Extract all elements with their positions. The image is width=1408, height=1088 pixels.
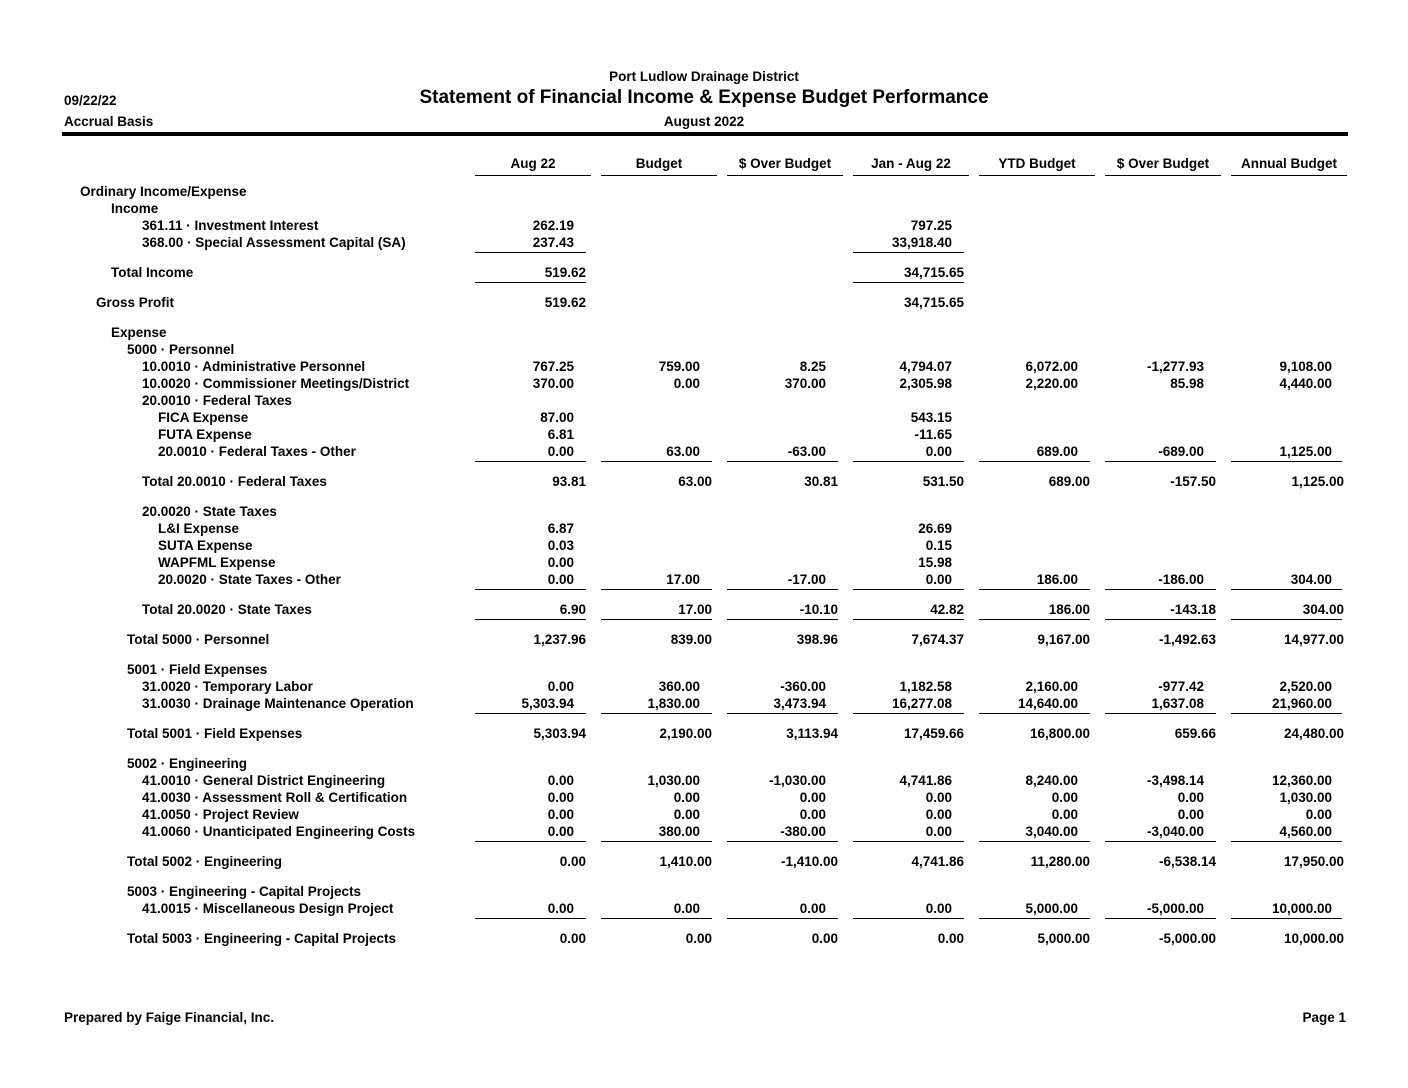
report-row [0, 632, 1408, 649]
row-value: 93.81 [552, 474, 586, 489]
row-value: 0.00 [925, 572, 952, 587]
row-value: 0.00 [925, 444, 952, 459]
row-value: 1,410.00 [659, 854, 712, 869]
row-value: -17.00 [787, 572, 826, 587]
column-header-ytd-budget: YTD Budget [979, 156, 1095, 176]
page-number: Page 1 [1302, 1010, 1346, 1025]
row-value: 0.00 [799, 807, 826, 822]
row-value: 0.00 [925, 790, 952, 805]
row-value: 797.25 [910, 218, 952, 233]
row-value: 17.00 [666, 572, 700, 587]
row-value: 1,125.00 [1279, 444, 1332, 459]
column-header-jan-aug-22: Jan - Aug 22 [853, 156, 969, 176]
row-value: 304.00 [1290, 572, 1332, 587]
row-value: 0.00 [811, 931, 838, 946]
row-value: 1,182.58 [899, 679, 952, 694]
report-row [0, 679, 1408, 696]
row-label: 31.0030 · Drainage Maintenance Operation [142, 696, 414, 711]
row-value: 8,240.00 [1025, 773, 1078, 788]
row-value: 2,220.00 [1025, 376, 1078, 391]
row-value: 767.25 [532, 359, 574, 374]
row-label: 31.0020 · Temporary Labor [142, 679, 313, 694]
accounting-basis: Accrual Basis [64, 114, 154, 129]
row-label: 5003 · Engineering - Capital Projects [127, 884, 362, 899]
subtotal-rule [853, 282, 964, 283]
row-value: 519.62 [544, 265, 586, 280]
subtotal-rule [475, 619, 586, 620]
row-value: 0.00 [547, 807, 574, 822]
report-row [0, 931, 1408, 948]
row-value: 0.00 [1051, 807, 1078, 822]
row-value: 1,030.00 [647, 773, 700, 788]
report-row [0, 807, 1408, 824]
report-date: 09/22/22 [64, 93, 117, 108]
row-label: FUTA Expense [158, 427, 252, 442]
row-value: -5,000.00 [1146, 901, 1204, 916]
row-value: 3,040.00 [1025, 824, 1078, 839]
row-value: 543.15 [910, 410, 952, 425]
row-value: 2,305.98 [899, 376, 952, 391]
subtotal-rule [853, 713, 964, 714]
report-row [0, 504, 1408, 521]
row-value: 15.98 [918, 555, 952, 570]
row-label: 41.0010 · General District Engineering [142, 773, 386, 788]
subtotal-rule [979, 589, 1090, 590]
subtotal-rule [475, 918, 586, 919]
subtotal-rule [979, 841, 1090, 842]
row-label: 20.0020 · State Taxes - Other [158, 572, 341, 587]
report-row [0, 295, 1408, 312]
subtotal-rule [601, 589, 712, 590]
row-value: -1,030.00 [768, 773, 826, 788]
row-label: 5000 · Personnel [127, 342, 235, 357]
row-value: -186.00 [1158, 572, 1204, 587]
report-row [0, 726, 1408, 743]
row-value: -11.65 [914, 427, 952, 442]
report-row [0, 265, 1408, 282]
row-value: 34,715.65 [903, 295, 964, 310]
row-value: -1,410.00 [780, 854, 838, 869]
row-value: 5,303.94 [521, 696, 574, 711]
row-label: 10.0020 · Commissioner Meetings/District [142, 376, 410, 391]
row-label: 20.0010 · Federal Taxes [142, 393, 292, 408]
row-value: 21,960.00 [1271, 696, 1332, 711]
row-label: Total Income [111, 265, 194, 280]
row-value: 0.00 [673, 376, 700, 391]
row-label: FICA Expense [158, 410, 249, 425]
row-value: 0.00 [673, 901, 700, 916]
row-label: Income [111, 201, 159, 216]
subtotal-rule [853, 841, 964, 842]
row-label: Expense [111, 325, 167, 340]
row-value: 17,459.66 [903, 726, 964, 741]
subtotal-rule [727, 918, 838, 919]
row-value: 17,950.00 [1283, 854, 1344, 869]
row-label: Total 20.0010 · Federal Taxes [142, 474, 327, 489]
subtotal-rule [1105, 918, 1216, 919]
report-row [0, 393, 1408, 410]
prepared-by: Prepared by Faige Financial, Inc. [64, 1010, 275, 1025]
column-header-aug-22: Aug 22 [475, 156, 591, 176]
row-value: -977.42 [1158, 679, 1204, 694]
subtotal-rule [853, 619, 964, 620]
row-label: 41.0060 · Unanticipated Engineering Costs [142, 824, 416, 839]
row-value: 659.66 [1174, 726, 1216, 741]
row-value: 0.00 [559, 931, 586, 946]
row-label: L&I Expense [158, 521, 240, 536]
subtotal-rule [853, 252, 964, 253]
row-value: 3,113.94 [786, 726, 838, 741]
row-value: 10,000.00 [1283, 931, 1344, 946]
row-value: 186.00 [1048, 602, 1090, 617]
row-value: 0.00 [925, 807, 952, 822]
subtotal-rule [727, 589, 838, 590]
row-value: 0.00 [547, 572, 574, 587]
row-value: 4,741.86 [911, 854, 964, 869]
report-row [0, 662, 1408, 679]
row-value: -689.00 [1158, 444, 1204, 459]
row-value: 1,030.00 [1279, 790, 1332, 805]
row-value: 4,794.07 [899, 359, 952, 374]
subtotal-rule [853, 589, 964, 590]
subtotal-rule [475, 282, 586, 283]
row-value: 0.00 [547, 555, 574, 570]
row-value: 0.00 [937, 931, 964, 946]
subtotal-rule [1231, 589, 1342, 590]
row-value: 262.19 [532, 218, 574, 233]
report-row [0, 218, 1408, 235]
row-value: 0.00 [1305, 807, 1332, 822]
row-value: 63.00 [666, 444, 700, 459]
report-row [0, 342, 1408, 359]
row-label: 20.0010 · Federal Taxes - Other [158, 444, 356, 459]
row-label: WAPFML Expense [158, 555, 276, 570]
row-value: -157.50 [1170, 474, 1216, 489]
row-value: 17.00 [678, 602, 712, 617]
row-value: -380.00 [780, 824, 826, 839]
report-row [0, 854, 1408, 871]
report-row [0, 201, 1408, 218]
row-label: 41.0050 · Project Review [142, 807, 299, 822]
subtotal-rule [475, 461, 586, 462]
row-value: -360.00 [780, 679, 826, 694]
row-value: 2,520.00 [1279, 679, 1332, 694]
row-value: 0.00 [547, 444, 574, 459]
row-value: 0.00 [1177, 790, 1204, 805]
row-value: 0.03 [547, 538, 574, 553]
row-value: 7,674.37 [911, 632, 964, 647]
report-row [0, 444, 1408, 461]
row-value: 0.00 [673, 807, 700, 822]
row-value: 839.00 [670, 632, 712, 647]
column-header-annual-budget: Annual Budget [1231, 156, 1347, 176]
report-row [0, 773, 1408, 790]
row-label: Ordinary Income/Expense [80, 184, 247, 199]
row-value: 0.00 [547, 679, 574, 694]
row-value: 4,741.86 [899, 773, 952, 788]
row-value: 0.00 [925, 824, 952, 839]
report-row [0, 427, 1408, 444]
row-value: 519.62 [544, 295, 586, 310]
row-value: 2,160.00 [1025, 679, 1078, 694]
report-row [0, 376, 1408, 393]
report-row [0, 410, 1408, 427]
row-value: 6.90 [559, 602, 586, 617]
subtotal-rule [475, 252, 586, 253]
report-row [0, 824, 1408, 841]
row-value: 6.81 [547, 427, 574, 442]
row-value: 2,190.00 [659, 726, 712, 741]
row-label: Total 5001 · Field Expenses [127, 726, 303, 741]
row-value: 0.00 [547, 901, 574, 916]
row-value: 4,440.00 [1279, 376, 1332, 391]
row-value: 9,108.00 [1279, 359, 1332, 374]
row-value: 0.00 [547, 790, 574, 805]
row-value: 42.82 [930, 602, 964, 617]
row-value: 26.69 [918, 521, 952, 536]
subtotal-rule [979, 918, 1090, 919]
row-value: 1,830.00 [647, 696, 700, 711]
subtotal-rule [1231, 713, 1342, 714]
row-value: 11,280.00 [1030, 854, 1090, 869]
row-value: 0.00 [547, 773, 574, 788]
subtotal-rule [979, 713, 1090, 714]
subtotal-rule [1105, 713, 1216, 714]
row-value: 5,000.00 [1025, 901, 1078, 916]
report-row [0, 572, 1408, 589]
row-value: 0.00 [1177, 807, 1204, 822]
subtotal-rule [727, 461, 838, 462]
subtotal-rule [475, 841, 586, 842]
subtotal-rule [1231, 619, 1342, 620]
row-value: 1,125.00 [1291, 474, 1344, 489]
subtotal-rule [727, 619, 838, 620]
report-row [0, 538, 1408, 555]
report-row [0, 235, 1408, 252]
row-value: 380.00 [658, 824, 700, 839]
row-label: 41.0030 · Assessment Roll & Certification [142, 790, 408, 805]
row-value: -1,277.93 [1146, 359, 1204, 374]
row-value: 5,303.94 [533, 726, 586, 741]
row-value: 16,277.08 [891, 696, 952, 711]
row-value: 63.00 [678, 474, 712, 489]
row-label: Total 20.0020 · State Taxes [142, 602, 312, 617]
report-row [0, 521, 1408, 538]
row-value: -6,538.14 [1158, 854, 1216, 869]
subtotal-rule [1105, 461, 1216, 462]
report-row [0, 325, 1408, 342]
row-value: 759.00 [658, 359, 700, 374]
row-value: 16,800.00 [1029, 726, 1090, 741]
report-row [0, 359, 1408, 376]
row-value: 186.00 [1036, 572, 1078, 587]
column-header-over-budget: $ Over Budget [727, 156, 843, 176]
row-value: -143.18 [1170, 602, 1216, 617]
report-row [0, 696, 1408, 713]
row-value: 237.43 [532, 235, 574, 250]
subtotal-rule [727, 841, 838, 842]
subtotal-rule [601, 619, 712, 620]
subtotal-rule [979, 461, 1090, 462]
row-value: 370.00 [532, 376, 574, 391]
row-value: 0.00 [1051, 790, 1078, 805]
row-value: 12,360.00 [1271, 773, 1332, 788]
row-value: 24,480.00 [1283, 726, 1344, 741]
subtotal-rule [853, 918, 964, 919]
report-row [0, 884, 1408, 901]
subtotal-rule [1105, 841, 1216, 842]
subtotal-rule [475, 589, 586, 590]
row-value: 531.50 [922, 474, 964, 489]
subtotal-rule [853, 461, 964, 462]
report-row [0, 602, 1408, 619]
row-value: 0.00 [799, 790, 826, 805]
row-value: 0.00 [799, 901, 826, 916]
row-value: 10,000.00 [1271, 901, 1332, 916]
row-label: 368.00 · Special Assessment Capital (SA) [142, 235, 406, 250]
row-value: -63.00 [787, 444, 826, 459]
row-value: 5,000.00 [1037, 931, 1090, 946]
row-value: 8.25 [799, 359, 826, 374]
row-value: 34,715.65 [903, 265, 964, 280]
company-name: Port Ludlow Drainage District [609, 69, 799, 84]
row-value: 3,473.94 [773, 696, 826, 711]
row-value: 0.00 [673, 790, 700, 805]
row-value: 0.15 [925, 538, 952, 553]
row-value: 9,167.00 [1037, 632, 1090, 647]
row-value: 87.00 [540, 410, 574, 425]
row-value: 0.00 [547, 824, 574, 839]
row-value: 14,640.00 [1017, 696, 1078, 711]
subtotal-rule [1105, 589, 1216, 590]
subtotal-rule [601, 918, 712, 919]
row-label: SUTA Expense [158, 538, 253, 553]
subtotal-rule [601, 461, 712, 462]
subtotal-rule [601, 713, 712, 714]
row-value: 33,918.40 [891, 235, 952, 250]
row-value: 370.00 [784, 376, 826, 391]
row-value: -10.10 [799, 602, 838, 617]
report-row [0, 901, 1408, 918]
row-value: 689.00 [1036, 444, 1078, 459]
row-value: 0.00 [559, 854, 586, 869]
report-period: August 2022 [663, 114, 745, 129]
row-label: 361.11 · Investment Interest [142, 218, 319, 233]
row-value: -3,040.00 [1146, 824, 1204, 839]
subtotal-rule [601, 841, 712, 842]
subtotal-rule [1231, 461, 1342, 462]
row-value: 1,637.08 [1151, 696, 1204, 711]
row-value: 689.00 [1048, 474, 1090, 489]
row-label: Gross Profit [96, 295, 175, 310]
row-label: 5002 · Engineering [127, 756, 248, 771]
row-label: 5001 · Field Expenses [127, 662, 268, 677]
report-row [0, 555, 1408, 572]
subtotal-rule [1105, 619, 1216, 620]
row-value: -5,000.00 [1158, 931, 1216, 946]
subtotal-rule [727, 713, 838, 714]
report-title: Statement of Financial Income & Expense Budget Performance [419, 87, 989, 108]
row-value: 4,560.00 [1279, 824, 1332, 839]
row-label: Total 5000 · Personnel [127, 632, 270, 647]
report-row [0, 790, 1408, 807]
row-value: 6.87 [547, 521, 574, 536]
row-value: 30.81 [804, 474, 838, 489]
column-header-budget: Budget [601, 156, 717, 176]
subtotal-rule [1231, 918, 1342, 919]
row-value: 14,977.00 [1283, 632, 1344, 647]
row-label: 10.0010 · Administrative Personnel [142, 359, 366, 374]
row-label: Total 5003 · Engineering - Capital Projects [127, 931, 397, 946]
row-value: 0.00 [685, 931, 712, 946]
subtotal-rule [979, 619, 1090, 620]
row-value: 0.00 [925, 901, 952, 916]
row-value: 304.00 [1302, 602, 1344, 617]
row-label: 20.0020 · State Taxes [142, 504, 277, 519]
row-label: 41.0015 · Miscellaneous Design Project [142, 901, 394, 916]
row-value: 398.96 [796, 632, 838, 647]
column-header-ytd-over-budget: $ Over Budget [1105, 156, 1221, 176]
row-value: -1,492.63 [1158, 632, 1216, 647]
report-row [0, 184, 1408, 201]
row-value: -3,498.14 [1146, 773, 1204, 788]
report-row [0, 756, 1408, 773]
report-row [0, 474, 1408, 491]
row-label: Total 5002 · Engineering [127, 854, 283, 869]
row-value: 85.98 [1170, 376, 1204, 391]
row-value: 360.00 [658, 679, 700, 694]
row-value: 1,237.96 [533, 632, 586, 647]
subtotal-rule [475, 713, 586, 714]
subtotal-rule [1231, 841, 1342, 842]
row-value: 6,072.00 [1025, 359, 1078, 374]
